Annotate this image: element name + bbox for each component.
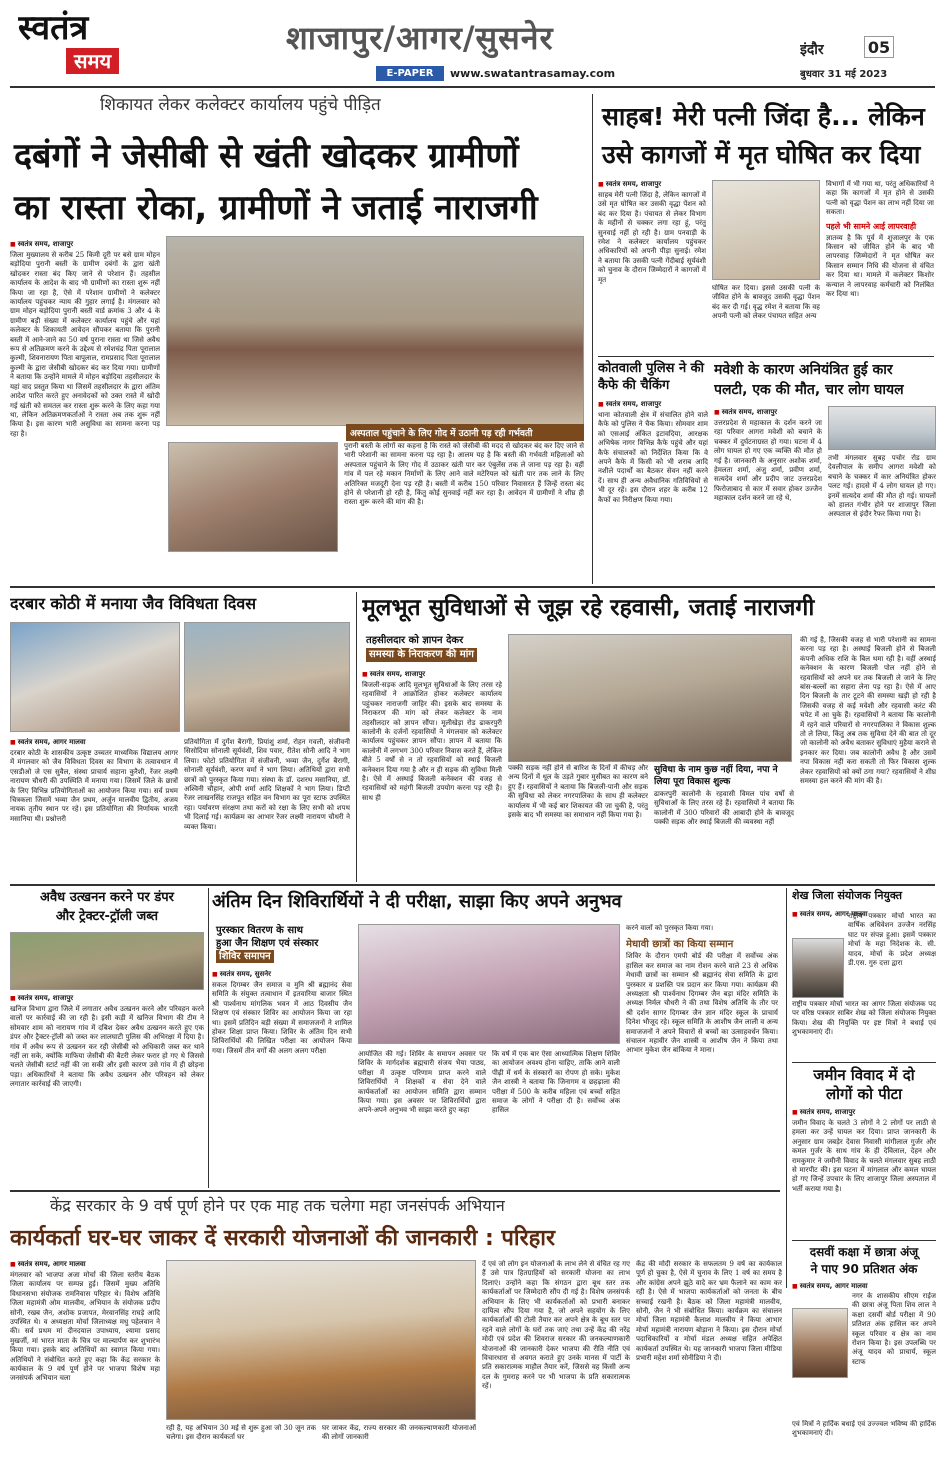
story-body: उत्तरप्रदेश से महाकाल के दर्शन करने जा रहा परिवार आगरा मवेशी को बचाने के चक्कर में दुर्घटनाग्रस्त हो गया। घटना में 4 लोग घायल हो गए एक व्यक्ति की मौत हो गई है। जानकारी के अनुसार अशोक शर्मा, हेमलता शर्मा, अंजु शर्मा, प्रवीण शर्मा, सत्यदेव शर्मा और प्रदीप जाट उत्तरप्रदेश फिरोजाबाद से कार में सवार होकर उज्जैन महाकाल दर्शन करने जा रहे थे, [714,419,822,503]
logo-bottom-text: समय [66,48,119,74]
tree-plantation-photo [184,622,350,732]
masthead-divider [10,86,935,88]
story-subhead: पहले भी सामने आई लापरवाही [826,221,917,231]
story-body-col5: केंद्र की मोदी सरकार के सफलतम 9 वर्ष का कार्यकाल पूर्ण हो चुका है, ऐसे में चुनाव के लिए 1 वर्ष का समय है और कांग्रेस अपने झूठे वादे कर भ्रम फैलाने का काम कर रही है। ऐसे में भाजपा कार्यकर्ताओं को जनता के बीच सच्चाई रखनी है। बैठक को जिला महामंत्री मालवीय, सोनी, जैन ने भी संबोधित किया। कार्यक्रम का संचालन मोर्चा जिला महामंत्री कैलाश मालवीय ने किया आभार मोर्चा महामंत्री नारायण बोड़ाना ने किया। इस दौरान मोर्चा पदाधिकारियों व मोर्चा मंडल अध्यक्ष सहित अपेक्षित कार्यकर्ता उपस्थित थे। यह जानकारी भाजपा जिला मीडिया प्रभारी महेश शर्मा सोनीडिया ने दी। [636,1260,782,1363]
story-body-col3: विभागों में भी गया था, परंतु अधिकारियों ने कहा कि कागजों में मृत होने से उसकी पत्नी को वृद्धा पेंशन का लाभ नहीं दिया जा सकता। [826,180,934,217]
byline: ■ स्वतंत्र समय, आगर मालवा [10,1260,160,1269]
story-body-col2: तभी मंगलवार सुबह पचोर रोड ग्राम देवलीपाल के समीप आगरा मवेशी को बचाने के चक्कर में कार अनियंत्रित होकर पलट गई। हादसे में 4 लोग घायल हो गए। इनमें सत्यदेव शर्मा की मौत हो गई। घायलों को हालत गंभीर होने पर शाजापुर जिला अस्पताल से इंदौर रैफर किया गया है। [828,454,936,519]
story-kicker [366,634,506,662]
story-body-col2: घोषित कर दिया। इससे उसकी पत्नी के जीवित होने के बावजूद उसकी वृद्धा पेंशन बंद कर दी गई। वृद्ध रमेश ने बताया कि वह अपनी पत्नी को लेकर पंचायत सहित अन्य [712,284,820,321]
story-residents-basic-amenities [362,592,936,882]
story-body-top: राष्ट्रीय पत्रकार मोर्चा भारत का वार्षिक अधिवेशन उज्जैन नरसिंह घाट पर संपन्न हुआ। इसमें पत्रकार मोर्चा के महा निदेशक के. सी. यादव, मोर्चा के प्रदेश अध्यक्ष डी.एस. गुरु दत्ता द्वारा [848,912,936,968]
story-land-dispute [792,1066,936,1236]
column-divider [592,94,593,584]
villagers-group-photo [166,236,584,426]
story-headline: मूलभूत सुविधाओं से जूझ रहे रहवासी, जताई नाराजगी [362,595,815,621]
story-body: राष्ट्रीय पत्रकार मोर्चा भारत का आगर जिला संयोजक पद पर वरिष्ठ पत्रकार साबिर शेख को जिला संयोजक नियुक्त किया। शेख की नियुक्ति पर इष्ट मित्रों ने बधाई एवं शुभकामनाएं दी। [792,1000,936,1037]
story-illegal-mining [10,888,204,1188]
story-body: खनिज विभाग द्वारा जिले में लगातार अवैध उत्खनन करने और परिवहन करने वालों पर कार्रवाई की जा रही है। इसी कड़ी में खनिज विभाग की टीम ने सोमवार शाम को नारायण गांव में दबिश देकर अवैध उत्खनन करते हुए एक डंपर और ट्रैक्टर-ट्रॉली को जब्त कर लालघाटी पुलिस की अभिरक्षा में दिया है। गांव में अवैध रूप से उत्खनन कर रही जेसीबी को अधिकारी जब्त कर थाने नहीं ला सके, क्योंकि माफिया जेसीबी की बैटरी लेकर फरार हो गए थे जिससे चलते जेसीबी स्टार्ट नहीं की जा सकी और इसी कारण उसे गांव में ही छोड़ना पड़ा। अधिकारियों ने बताया कि अवैध उत्खनन और परिवहन को लेकर लगातार कार्रवाई की जाएगी। [10,1005,204,1089]
story-body-col2: प्रतियोगिता में दुर्गेश बैरागी, प्रियांशु शर्मा, रोहन गवली, संजीवनी सिसोदिया सोनाली सूर्यवंशी, शिव पवार, रीतेश सोनी आदि ने भाग लिया। फोटो प्रतियोगिता में संजीवनी, भव्या जैन, दुर्गेश बैरागी, सोनाली सूर्यवंशी, करण वर्मा ने भाग लिया। अतिथियों द्वारा सभी छात्रों को पुरस्कृत किया गया। संस्था के डॉ. दशरथ मसानिया, डॉ. अश्विनी चौहान, ओपी शर्मा आदि शिक्षकों ने भाग लिया। डिप्टी रेंजर लाखनसिंह राजपूत सहित वन विभाग का पूरा स्टाफ उपस्थित रहा। पर्यावरण संरक्षण तथा करों को रक्षा के लिए सभी को शपथ भी दिलाई गई। कार्यक्रम का आभार रेंजर लक्ष्मी नारायण चौधरी ने व्यक्त किया। [184,738,350,831]
story-body-col2b: ढाकरपुरी कालोनी के रहवासी विमल पांच वर्षों से सुविधाओं के लिए तरस रहे हैं। रहवासियों ने बताया कि कालोनी में 300 परिवारों की आबादी होने के बावजूद पक्की सड़क और स्थाई बिजली की व्यवस्था नहीं [654,790,794,827]
logo-top-text: स्वतंत्र [18,8,89,48]
byline: ■ स्वतंत्र समय, आगर मालवा [792,1282,936,1291]
story-body: जमीन विवाद के चलते 3 लोगों ने 2 लोगों पर लाठी से हमला कर उन्हें घायल कर दिया। प्राप्त जानकारी के अनुसार ग्राम जबड़ेर देवास निवासी मांगीलाल गुर्जर और कमल गुर्जर के साथ गांव के ही देविलाल, देहन और रामकुमार ने जमीनी विवाद के चलते मंगलवार सुबह लाठी से मारपीट की। इस घटना में मांगलाल और कमल घायल हो गए जिन्हें उपचार के लिए शाजापुर जिला अस्पताल में भर्ती कराया गया है। [792,1119,936,1193]
pregnant-woman-photo [168,442,338,552]
story-headline-line2: और ट्रेक्टर-ट्रॉली जब्त [55,909,159,924]
story-body-col4: शिविर के दौरान एमपी बोर्ड की परीक्षा में सर्वोच्च अंक हासिल कर समाज का नाम रोशन करने वाले 23 से अधिक मेधावी छात्रों का सम्मान श्री ब्रह्मानंद सेवा समिति के द्वारा पुरस्कार व प्रशस्ति पत्र प्रदान कर किया गया। कार्यक्रम की अध्यक्षता श्री पार्श्वनाथ दिगम्बर जैन बड़ा मंदिर समिति के अध्यक्ष निर्मल चौधरी ने की तथा विशेष अतिथि के तौर पर श्री दर्शन सागर दिगम्बर जैन ज्ञान मंदिर स्कूल के प्राचार्य दिनेश भौजूद रहे। स्कूल समिति के आशीष जैन लाली व अन्य समाजजनों ने अपने विचारों से बच्चों का उत्साहवर्धन किया। संचालन महावीर जैन शास्त्री व आशीष जैन ने किया तथा आभार मुकेश जैन बांकिया ने माना। [626,952,778,1055]
story-headline-line1: जमीन विवाद में दो [813,1066,915,1084]
dumper-tractor-photo [10,932,204,990]
story-biodiversity-day [10,592,350,882]
story-headline-line1: मवेशी के कारण अनियंत्रित हुई कार [714,362,893,378]
story-headline: दरबार कोठी में मनाया जैव विविधता दिवस [10,594,257,613]
story-kicker-line2: हुआ जैन शिक्षण एवं संस्कार [216,938,319,949]
story-body-col3: घर जाकर केंद्र, राज्य सरकार की जनकल्याणकारी योजनाओं की लोगों जानकारी [322,1424,476,1442]
story-body-col3: की गई है, जिसकी वजह से भारी परेशानी का सामना करना पड़ रहा है। अस्थाई बिजली होने से बिजली कंपनी अधिक राशि के बिल थमा रही है। वहीं अस्थाई कनेक्शन के कारण बिजली पोल नहीं होने से रहवासियों को अपने घर तक बिजली ले जाने के लिए बांस-बल्लों का सहारा लेना पड़ रहा है। ऐसे में आए दिन बिजली के तार टूटने की समस्या खड़ी हो रही है जिसकी वजह से कई मवेशी और रहवासी करंट की चपेट में आ चुके हैं। रहवासियों ने बताया कि कालोनी में रहने वाले परिवारों से नगरपालिका ने विकास शुल्क तो ले लिया, किंतु अब तक सुविधा देने की बात तो दूर जो कालोनी को अवैध बताकर सुविधाएं मुहैया कराने से इनकार कर दिया। जब कालोनी अवैध है और उसमें नपा विकास नहीं करा सकती तो फिर विकास शुल्क लेकर रहवासियों को क्यों ठगा गया? रहवासियों ने शीघ्र समस्या हल करने की मांग की है। [800,636,936,786]
story-body-col3b: ज्ञातव्य है कि पूर्व में शुजालपुर के एक किसान को जीवित होने के बाद भी लापरवाह जिम्मेदारों ने मृत घोषित कर किसान सम्मान निधि की योजना से वंचित कर दिया था। मामले में कलेक्टर किशोर कन्याल ने लापरवाह कर्मचारी को निलंबित कर दिया था। [826,233,934,299]
story-headline-line2: लोगों को पीटा [825,1085,903,1103]
story-headline: कार्यकर्ता घर-घर जाकर दें सरकारी योजनाओं की जानकारी : परिहार [10,1226,555,1251]
byline: ■ स्वतंत्र समय, शाजापुर [714,408,822,417]
story-villagers-road-blocked [10,94,585,580]
section-divider [10,1190,780,1192]
section-divider [792,1240,936,1241]
story-headline-line2: का रास्ता रोका, ग्रामीणों ने जताई नाराजगी [14,188,538,228]
masthead [0,0,945,88]
story-body-col4-top: करने वालों को पुरस्कृत किया गया। [626,924,714,932]
byline: ■ स्वतंत्र समय, शाजापुर [362,670,502,679]
story-body: सकल दिगम्बर जैन समाज व मुनि श्री ब्रह्मानंद सेवा समिति के संयुक्त तत्वाधान में इतवारिया बाजार स्थित श्री पार्श्वनाथ मांगलिक भवन में आठ दिवसीय जैन शिक्षण एवं संस्कार शिविर का आयोजन किया जा रहा था। इसमें प्रतिदिन बड़ी संख्या में समाजजनों ने शामिल होकर शिक्षा प्राप्त किया। शिविर के अंतिम दिन सभी शिविरार्थियों की लिखित परीक्षा का आयोजन किया गया। जिसमें तीन वर्गों की अलग अलग परीक्षा [212,981,352,1055]
byline: ■ स्वतंत्र समय, शाजापुर [598,180,706,189]
story-body: दरबार कोठी के शासकीय उत्कृष्ट उच्चतर माध्यमिक विद्यालय आगर में मंगलवार को जैव विविधता दिवस का विभाग के तत्वावधान में एसडीओ जे एस सुवैल, संस्था प्राचार्य सहाना कुरैशी, रेंजर लक्ष्मी नारायण चौधरी की उपस्थिति में मनाया गया। जिसमें जिले के छात्रों के लिए विभिन्न प्रतियोगिताओं का आयोजन किया गया। सर्व प्रथम चित्रकला जिसमें भव्या जैन प्रथम, अर्जुन मालवीय द्वितीय, अजय नायक तृतीय स्थान पर रहे। इस प्रतियोगिता की निर्णायक भारती मसानिया थी। प्रश्नोत्तरी [10,749,178,823]
story-headline-line1: दबंगों ने जेसीबी से खंती खोदकर ग्रामीणों [14,136,519,176]
story-kicker-line1: पुरस्कार वितरण के साथ [216,925,304,936]
hospital-photo [828,406,936,450]
story-body: थाना कोतवाली क्षेत्र में संचालित होने वाले कैफे को पुलिस ने चैक किया। सोमवार शाम को एसआई अंकित इटावदिया, आरक्षक अभिषेक नागर विभिन्न कैफे पहुंचे और यहां कैफे संचालकों को निर्देशित किया कि वे अपने कैफे में किसी को भी शराब आदि नशीले पदार्थों का बैठकर सेवन नहीं करने दें। साथ ही अन्य अवैधानिक गतिविधियों से भी दूर रहें। इस दौरान शहर के करीब 12 कैफों का निरीक्षण किया गया। [598,411,708,504]
story-body-col2: रही है, यह अभियान 30 मई से शुरू हुआ जो 30 जून तक चलेगा। इस दौरान कार्यकर्ता घर [166,1424,316,1442]
story-body-col3: कि वर्ष में एक बार ऐसा आध्यात्मिक शिक्षण शिविर का आयोजन अवश्य होना चाहिए, ताकि आने वाली पीढ़ी में धर्म के संस्कारों का रोपण हो सके। मुकेश जैन शास्त्री ने बताया कि जिनागम व छहढ़ाला की परीक्षा में 500 के करीब महिला एवं बच्चों सहित समाज के लोगों ने परीक्षा दी है। सर्वोच्च अंक हासिल [492,1050,620,1115]
story-sheikh-appointed [792,888,936,1062]
column-divider [356,592,357,882]
students-classroom-photo [10,622,180,732]
story-car-accident [714,360,936,582]
residents-memorandum-photo [508,634,792,762]
story-banner: केंद्र सरकार के 9 वर्ष पूर्ण होने पर एक माह तक चलेगा महा जनसंपर्क अभियान [50,1196,505,1215]
story-headline-line2: ने पाए 90 प्रतिशत अंक [810,1262,918,1276]
story-body: एवं मित्रों ने हार्दिक बधाई एवं उज्ज्वल भविष्य की हार्दिक शुभकामनाएं दी। [792,1420,936,1438]
section-divider [598,356,934,357]
bjp-meeting-photo [166,1260,476,1420]
story-headline-line1: दसवीं कक्षा में छात्रा अंजू [809,1245,919,1259]
byline: ■ स्वतंत्र समय, आगर मालवा [10,738,178,747]
sabir-sheikh-portrait [792,938,844,998]
story-jain-camp-exam [212,888,778,1188]
story-bjp-mass-outreach [10,1194,782,1462]
epaper-badge: E-PAPER [376,66,444,81]
byline: ■ स्वतंत्र समय, शाजापुर [598,400,708,409]
story-headline: शेख जिला संयोजक नियुक्त [792,889,903,902]
camp-award-photo [358,924,620,1044]
story-headline [792,1066,936,1104]
edition-title: शाजापुर/आगर/सुसनेर [286,19,554,57]
anju-portrait [792,1308,848,1378]
byline: ■ स्वतंत्र समय, सुसनेर [212,970,352,979]
section-divider [792,1062,936,1063]
story-body-col4: दें एवं जो लोग इन योजनाओं के लाभ लेने से वंचित रह गए हैं उसे पात्र हितग्राहियों को सरकारी योजना का लाभ दिलाएं। उन्होंने कहा कि संगठन द्वारा बूथ स्तर तक कार्यकर्ताओं पर जिम्मेदारी सौंप दी गई है। विशेष जनसंपर्क अभियान के लिए भी कार्यकर्ताओं को प्रभारी बनाकर दायित्व सौंप दिया गया है, जो अपने सहयोग के लिए कार्यकर्ताओं की टोली तैयार कर अपने क्षेत्र के बूथ स्तर पर रहने वाले लोगों के घरों तक जाएं तथा उन्हें केंद्र की नरेंद्र मोदी एवं प्रदेश की शिवराज सरकार की जनकल्याणकारी योजनाओं की जानकारी देकर भाजपा की रीति नीति एवं विचारधारा से अवगत कराते हुए उनके मानस में पार्टी के प्रति सकारात्मक माहौल तैयार करें, जिससे वह किसी अन्य दल के गुमराह करने पर भी भाजपा के प्रति सकारात्मक रहें। [482,1260,630,1391]
story-body-top: नगर के शासकीय सीएम राईज की छात्रा अंजू पिता शिव लाल ने कक्षा दसवीं बोर्ड परीक्षा में 90 प्रतिशत अंक हासिल कर अपने स्कूल परिवार व क्षेत्र का नाम रोशन किया है। इस उपलब्धि पर अंजू यादव को प्राचार्य, स्कूल स्टाफ [852,1292,936,1366]
byline: ■ स्वतंत्र समय, शाजापुर [10,994,204,1003]
story-headline [714,360,936,400]
story-anju-90-percent [792,1244,936,1462]
edition-city: इंदौर [800,42,824,58]
story-headline [792,1244,936,1278]
website-link[interactable]: www.swatantrasamay.com [450,67,616,80]
story-kicker-line1: तहसीलदार को ज्ञापन देकर [366,635,464,646]
story-body-col2: पक्की सड़क नहीं होने से बारिश के दिनों में कीचड़ और अन्य दिनों में धूल के उड़ते गुबार मुसीबत का कारण बने हुए हैं। रहवासियों ने बताया कि बिजली-पानी और सड़क की सुविधा को लेकर नगरपालिका के साथ ही कलेक्टर कार्यालय में भी कई बार शिकायत की जा चुकी है, परंतु इसके बाद भी समस्या का समाधान नहीं किया गया है। [508,764,648,820]
section-divider [10,884,935,886]
column-divider [208,888,209,1188]
story-headline-line1: अवैध उत्खनन करने पर डंपर [40,890,174,905]
story-kicker-line2: समस्या के निराकरण की मांग [366,648,477,662]
photo-caption: अस्पताल पहुंचाने के लिए गोद में उठानी पड़ रही गर्भवती [346,424,584,441]
logo [18,8,168,82]
story-headline [602,98,932,174]
story-body-col2: आयोजित की गई। शिविर के समापन अवसर पर शिविर के मार्गदर्शक ब्रह्मचारी संजय भैया पाठ्य, परीक्षा में उत्कृष्ट परिणाम प्राप्त करने वाले शिविरार्थियों ने शिक्षकों व सेवा देने वाले कार्यकर्ताओं का आयोजन समिति द्वारा सम्मान किया गया। इस अवसर पर शिविरार्थियों द्वारा अपने-अपने अनुभव भी साझा करते हुए कहा [358,1050,486,1115]
story-body: जिला मुख्यालय से करीब 25 किमी दूरी पर बसे ग्राम मोहन बड़ोदिया पुरानी बस्ती के ग्रामीण दबंगों के द्वारा खंती खोदकर रास्ता बंद किए जाने से परेशान हैं। तहसील कार्यालय के आदेश के बाद भी ग्रामीणों का रास्ता शुरू नहीं किया जा रहा है, ऐसे में परेशान ग्रामीणों ने कलेक्टर कार्यालय पहुंचकर न्याय की गुहार लगाई है। मंगलवार को ग्राम मोहन बड़ोदिया पुरानी बस्ती वार्ड क्रमांक 3 और 4 के ग्रामीण बड़ी संख्या में कलेक्टर कार्यालय पहुंचे और यहां कलेक्टर के शिकायती आवेदन सौंपकर बताया कि पुरानी बस्ती में आने-जाने का 50 वर्ष पुराना रास्ता था जिसे अवैध रूप से अतिक्रमण करने के उद्देश्य से रमेशचंद्र पिता पूरालाल कुल्मी, शिवनारायण पिता बापूलाल, रामप्रसाद पिता पूरालाल कुल्मी के द्वारा जेसीबी खोदकर बंद कर दिया गया। ग्रामीणों ने बताया कि उन्होंने मामले में मोहन बड़ोदिया तहसीलदार के यहां वाद प्रस्तुत किया था जिसमें तहसीलदार के द्वारा अंतिम आदेश पारित करते हुए अनावेदकों को उक्त रास्ते में खोदी गई खंती को समतल कर रास्ता शुरू करने के लिए कहा गया था, लेकिन अतिक्रमणकर्ताओं ने रास्ता अब तक शुरू नहीं किया है। इस कारण भारी असुविधा का सामना करना पड़ रहा है। [10,251,160,438]
story-cafe-checking [598,360,708,582]
story-headline-line2: पलटी, एक की मौत, चार लोग घायल [714,382,904,398]
story-headline: कोतवाली पुलिस ने की कैफे की चैकिंग [598,361,705,393]
column-divider [786,888,787,1288]
section-divider [10,586,935,588]
story-headline: अंतिम दिन शिविरार्थियों ने दी परीक्षा, साझा किए अपने अनुभव [212,891,622,912]
story-kicker [216,924,354,963]
story-headline [14,130,584,234]
story-subhead: मेधावी छात्रों का किया सम्मान [626,939,734,951]
story-headline-line2: उसे कागजों में मृत घोषित कर दिया [602,140,921,169]
byline: ■ स्वतंत्र समय, आगर मालवा [792,910,872,919]
story-kicker-line3: शिविर समापन [216,950,274,963]
page-number: 05 [864,36,894,58]
byline: ■ स्वतंत्र समय, शाजापुर [10,240,160,249]
issue-date: बुधवार 31 मई 2023 [800,69,888,80]
elderly-man-photo [712,180,820,280]
story-subhead: सुविधा के नाम कुछ नहीं दिया, नपा ने लिया पूरा विकास शुल्क [654,765,778,787]
story-body: मंगलवार को भाजपा अजा मोर्चा की जिला स्तरीय बैठक जिला कार्यालय पर सम्पन्न हुई। जिसमें मुख्य अतिथि विधानसभा संयोजक रामनिवास परिहार थे। विशेष अतिथि जिला महामंत्री ओम मालवीय, अभियान के संयोजक प्रदीप सोनी, रखब जैन, अशोक प्रजापत, मेरवानसिंह राघड़े आदि उपस्थित थे। व अध्यक्षता मोर्चा जिलाध्यक्ष मधु पहेलवान ने की। सर्व प्रथम मां दीनदयाल उपाध्याय, श्यामा प्रसाद मुखर्जी, मां भारत माता के चित्र पर माल्यार्पण कर शुभारंभ किया गया। इसके बाद अतिथियों का स्वागत किया गया। अतिथियों ने संबोधित करते हुए कहा कि केंद्र सरकार के कार्यकाल के 9 वर्ष पूर्ण होने पर भाजपा विशेष महा जनसंपर्क अभियान चला [10,1271,160,1383]
story-headline [10,888,204,926]
caption-body: पुरानी बस्ती के लोगों का कहना है कि रास्ते को जेसीबी की मदद से खोदकर बंद कर दिए जाने से भारी परेशानी का सामना करना पड़ रहा है। आलम यह है कि बस्ती की गर्भवती महिलाओं को अस्पताल पहुंचाने के लिए गोद में उठाकर खंती पार कर एंबुलेंस तक ले जाना पड़ रहा है। वहीं गांव में पल रहे मकान निर्माणों के लिए आने वाले मटेरियल को खंती पार तक लाने के लिए अतिरिक्त मजदूरी देना पड़ रही है। बस्ती में करीब 150 परिवार निवासरत हैं जिन्हें रास्ता बंद होने से परेशानी हो रही है, किंतु कोई सुनवाई नहीं कर रहा है। आवेदन में ग्रामीणों ने शीघ्र ही रास्ता शुरू करने की मांग की है। [344,442,584,507]
story-body: साहब मेरी पत्नी जिंदा है, लेकिन कागजों में उसे मृत घोषित कर उसकी वृद्धा पेंशन को बंद कर दिया है। पंचायत से लेकर विभाग के महीनों से चक्कर लगा रहा हूं, परंतु सुनवाई नहीं हो रही है। ग्राम पनवाड़ी के रमेश ने कलेक्टर कार्यालय पहुंचकर अधिकारियों को अपनी पीड़ा सुनाई। रमेश ने बताया कि उसकी पत्नी गेंदीबाई सूर्यवंशी को चुनाव के दौरान जिम्मेदारों ने कागजों में मृत [598,191,706,284]
story-body: बिजली-सड़क आदि मूलभूत सुविधाओं के लिए तरस रहे रहवासियों ने आक्रोशित होकर कलेक्टर कार्यालय पहुंचकर नाराजगी जाहिर की। इसके बाद समस्या के निराकरण की मांग को लेकर कलेक्टर के नाम तहसीलदार को ज्ञापन सौंपा। मूलीखेड़ा रोड ढाकरपुरी कालोनी के दर्जनों रहवासियों ने मंगलवार को कलेक्टर कार्यालय पहुंचकर ज्ञापन सौंपा। ज्ञापन में बताया कि कालोनी में लगभग 300 परिवार निवास करते हैं, लेकिन बीते 5 वर्षों से न तो रहवासियों को स्थाई बिजली कनेक्शन दिया गया है और न ही सड़क की सुविधा मिली है। ऐसे में अस्थाई बिजली कनेक्शन की वजह से रहवासियों को महंगी बिजली उपयोग करना पड़ रही है। साथ ही [362,681,502,802]
story-kicker: शिकायत लेकर कलेक्टर कार्यालय पहुंचे पीड़ित [100,95,381,115]
story-wife-declared-dead [598,94,934,356]
story-headline-line1: साहब! मेरी पत्नी जिंदा है... लेकिन [602,102,925,131]
byline: ■ स्वतंत्र समय, शाजापुर [792,1108,936,1117]
